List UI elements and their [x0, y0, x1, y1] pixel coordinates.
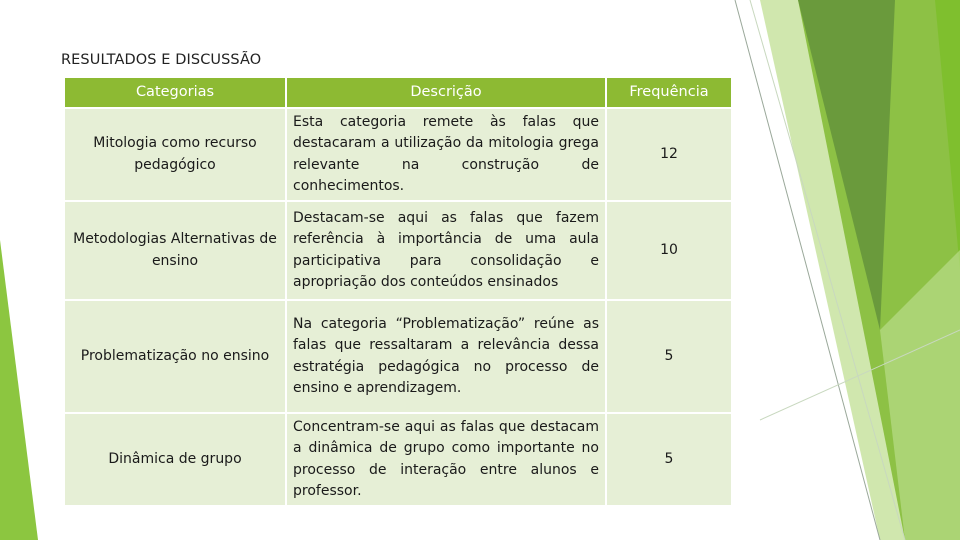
right-bright-panel [935, 0, 960, 270]
left-accent-shape [0, 240, 38, 540]
category-cell: Problematização no ensino [65, 301, 285, 412]
table-row [65, 109, 731, 200]
deco-line-a [735, 0, 880, 540]
description-cell: Destacam-se aqui as falas que fazem referência à importância de uma aula participativa para consolidação e apropriação dos conteúdos ensinados [287, 202, 605, 299]
table-row [65, 301, 731, 412]
frequency-cell: 12 [607, 109, 731, 200]
category-cell: Dinâmica de grupo [65, 414, 285, 505]
table-header-row [65, 78, 731, 107]
header-frequency: Frequência [607, 78, 731, 107]
category-cell: Mitologia como recurso pedagógico [65, 109, 285, 200]
table-row [65, 414, 731, 505]
category-cell: Metodologias Alternativas de ensino [65, 202, 285, 299]
right-pale-facet [880, 250, 960, 540]
header-description: Descrição [287, 78, 605, 107]
description-cell: Concentram-se aqui as falas que destacam a dinâmica de grupo como importante no processo de interação entre alunos e professor. [287, 414, 605, 505]
right-dark-panel [798, 0, 895, 330]
deco-line-c [760, 330, 960, 420]
slide-title: RESULTADOS E DISCUSSÃO [61, 52, 262, 68]
right-light-panel [760, 0, 960, 540]
description-cell: Na categoria “Problematização” reúne as falas que ressaltaram a relevância dessa estratégia pedagógica no processo de ensino e aprendizagem. [287, 301, 605, 412]
right-mid-panel [798, 0, 960, 540]
frequency-cell: 10 [607, 202, 731, 299]
deco-line-b [750, 0, 905, 540]
description-cell: Esta categoria remete às falas que destacaram a utilização da mitologia grega relevante na construção de conhecimentos. [287, 109, 605, 200]
table-row [65, 202, 731, 299]
frequency-cell: 5 [607, 301, 731, 412]
frequency-cell: 5 [607, 414, 731, 505]
header-categories: Categorias [65, 78, 285, 107]
results-table [63, 76, 733, 507]
